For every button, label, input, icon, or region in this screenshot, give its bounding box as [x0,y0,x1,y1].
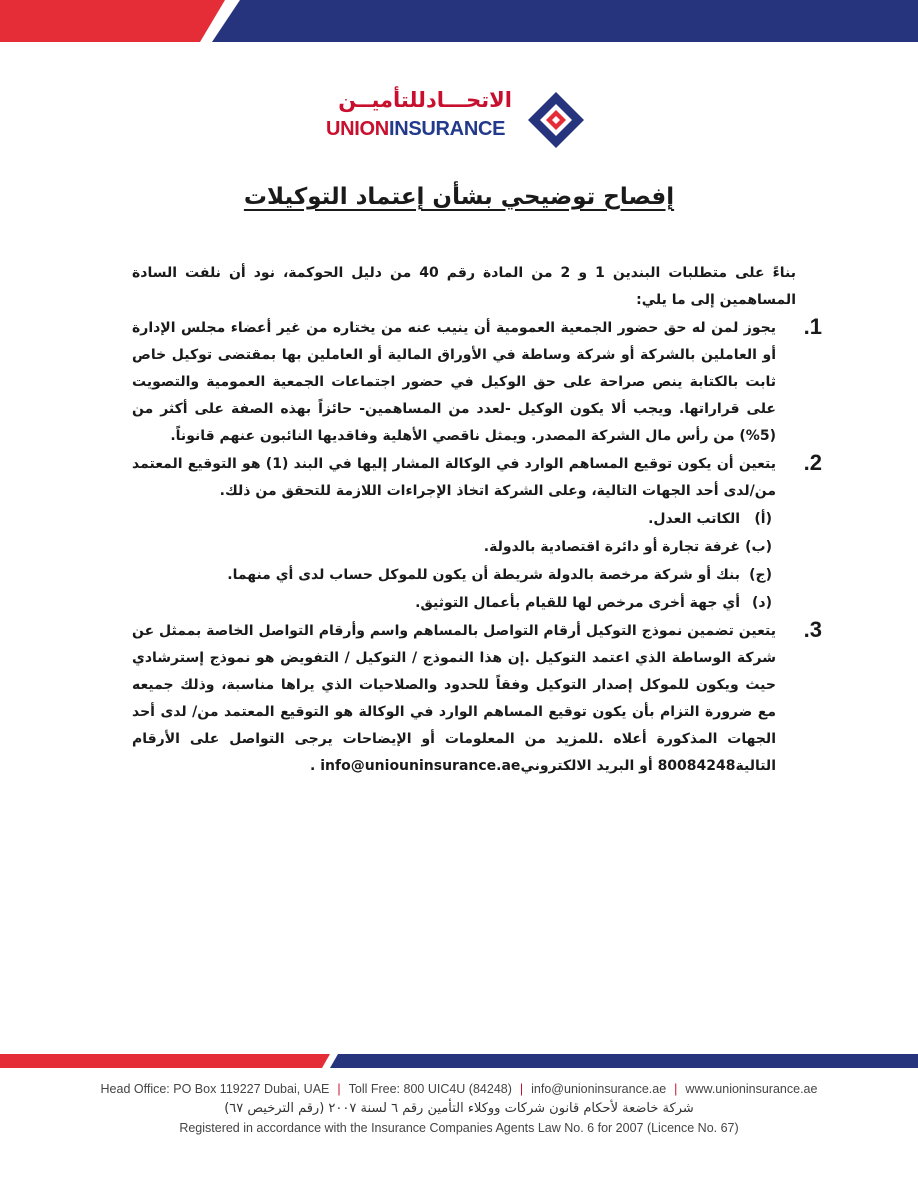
sub-item-label: (ج) [749,567,772,583]
list-item [132,617,822,780]
sub-list-item [132,534,796,561]
footer-english-registration: Registered in accordance with the Insurance Companies Agents Law No. 6 for 2007 (Licence No. 67) [179,1121,739,1135]
sub-item-text: الكاتب العدل. [648,511,740,527]
sub-list-item [132,506,796,533]
company-logo [326,88,586,156]
logo-union-text: UNION [326,118,389,140]
sub-item-text: غرفة تجارة أو دائرة اقتصادية بالدولة. [483,539,740,555]
list-item [132,314,822,450]
footer-email: info@unioninsurance.ae [531,1082,667,1096]
footer-head-office: Head Office: PO Box 119227 Dubai, UAE [100,1082,330,1096]
page-title: إفصاح توضيحي بشأن إعتماد التوكيلات [243,184,675,210]
footer-separator: | [519,1082,524,1096]
sub-list-item [132,562,796,589]
item-number: 1. [803,314,822,339]
item-text: يجوز لمن له حق حضور الجمعية العمومية أن ينيب عنه من يختاره من غير أعضاء مجلس الإدارة أو العاملين بالشركة أو شركة وساطة في الأوراق المالية أو العاملين بها بمقتضى توكيل خاص ثابت بالكتابة ينص صراحة على حق الوكيل في حضور اجتماعات الجمعية العمومية والتصويت على قراراتها. ويجب ألا يكون الوكيل -لعدد من المساهمين- حائزاً بهذه الصفة على أكثر من (5%) من رأس مال الشركة المصدر. ويمثل ناقصي الأهلية وفاقديها النائبون عنهم قانوناً. [132,320,776,444]
item-number: 3. [803,617,822,642]
sub-item-text: أي جهة أخرى مرخص لها للقيام بأعمال التوثيق. [415,595,740,611]
footer-separator: | [674,1082,678,1096]
sub-item-label: (أ) [754,511,772,527]
sub-list-item [132,590,796,617]
sub-item-label: (ب) [745,539,772,555]
item-text: يتعين أن يكون توقيع المساهم الوارد في الوكالة المشار إليها في البند (1) هو التوقيع المعتمد من/لدى أحد الجهات التالية، وعلى الشركة اتخاذ الإجراءات اللازمة للتحقق من ذلك. [132,456,777,499]
footer-toll-free: Toll Free: 800 UIC4U (84248) [348,1082,512,1096]
item-number: 2. [803,450,822,475]
sub-item-label: (د) [752,595,772,611]
footer-separator: | [337,1082,341,1096]
list-item [132,450,822,505]
header-stripe [0,0,918,42]
footer-stripe [0,1054,918,1068]
logo-english-name [326,118,505,141]
logo-insurance-text: INSURANCE [388,118,506,140]
sub-item-text: بنك أو شركة مرخصة بالدولة شريطة أن يكون للموكل حساب لدى أي منهما. [227,567,740,583]
footer-website: www.unioninsurance.ae [685,1082,818,1096]
logo-arabic-name: الاتحـــادللتأميــن [338,88,512,112]
disclosure-body [132,260,822,780]
footer-contact-line [0,1082,918,1096]
intro-paragraph: بناءً على متطلبات البندين 1 و 2 من المادة رقم 40 من دليل الحوكمة، نود أن نلفت السادة المساهمين إلى ما يلي: [132,265,797,308]
logo-diamond-icon [526,90,586,150]
footer-arabic-registration: شركة خاضعة لأحكام قانون شركات ووكلاء التأمين رقم ٦ لسنة ٢٠٠٧ (رقم الترخيص ٦٧) [224,1101,694,1116]
item-text: يتعين تضمين نموذج التوكيل أرقام التواصل بالمساهم واسم وأرقام التواصل الخاصة بممثل عن شركة الوساطة الذي اعتمد التوكيل .إن هذا النموذج / التوكيل / التفويض هو نموذج إسترشادي حيث ويكون للموكل إصدار التوكيل وفقاً للحدود والصلاحيات الذي يراها مناسبة، وذلك جميعه مع ضرورة التزام بأن يكون توقيع المساهم الوارد في الوكالة هو التوقيع المعتمد من/ لدى أحد الجهات المذكورة أعلاه .للمزيد من المعلومات أو الإيضاحات يرجى التواصل على الأرقام التالية80084248 أو البريد الالكترونيinfo@uniouninsurance.ae . [132,623,776,774]
